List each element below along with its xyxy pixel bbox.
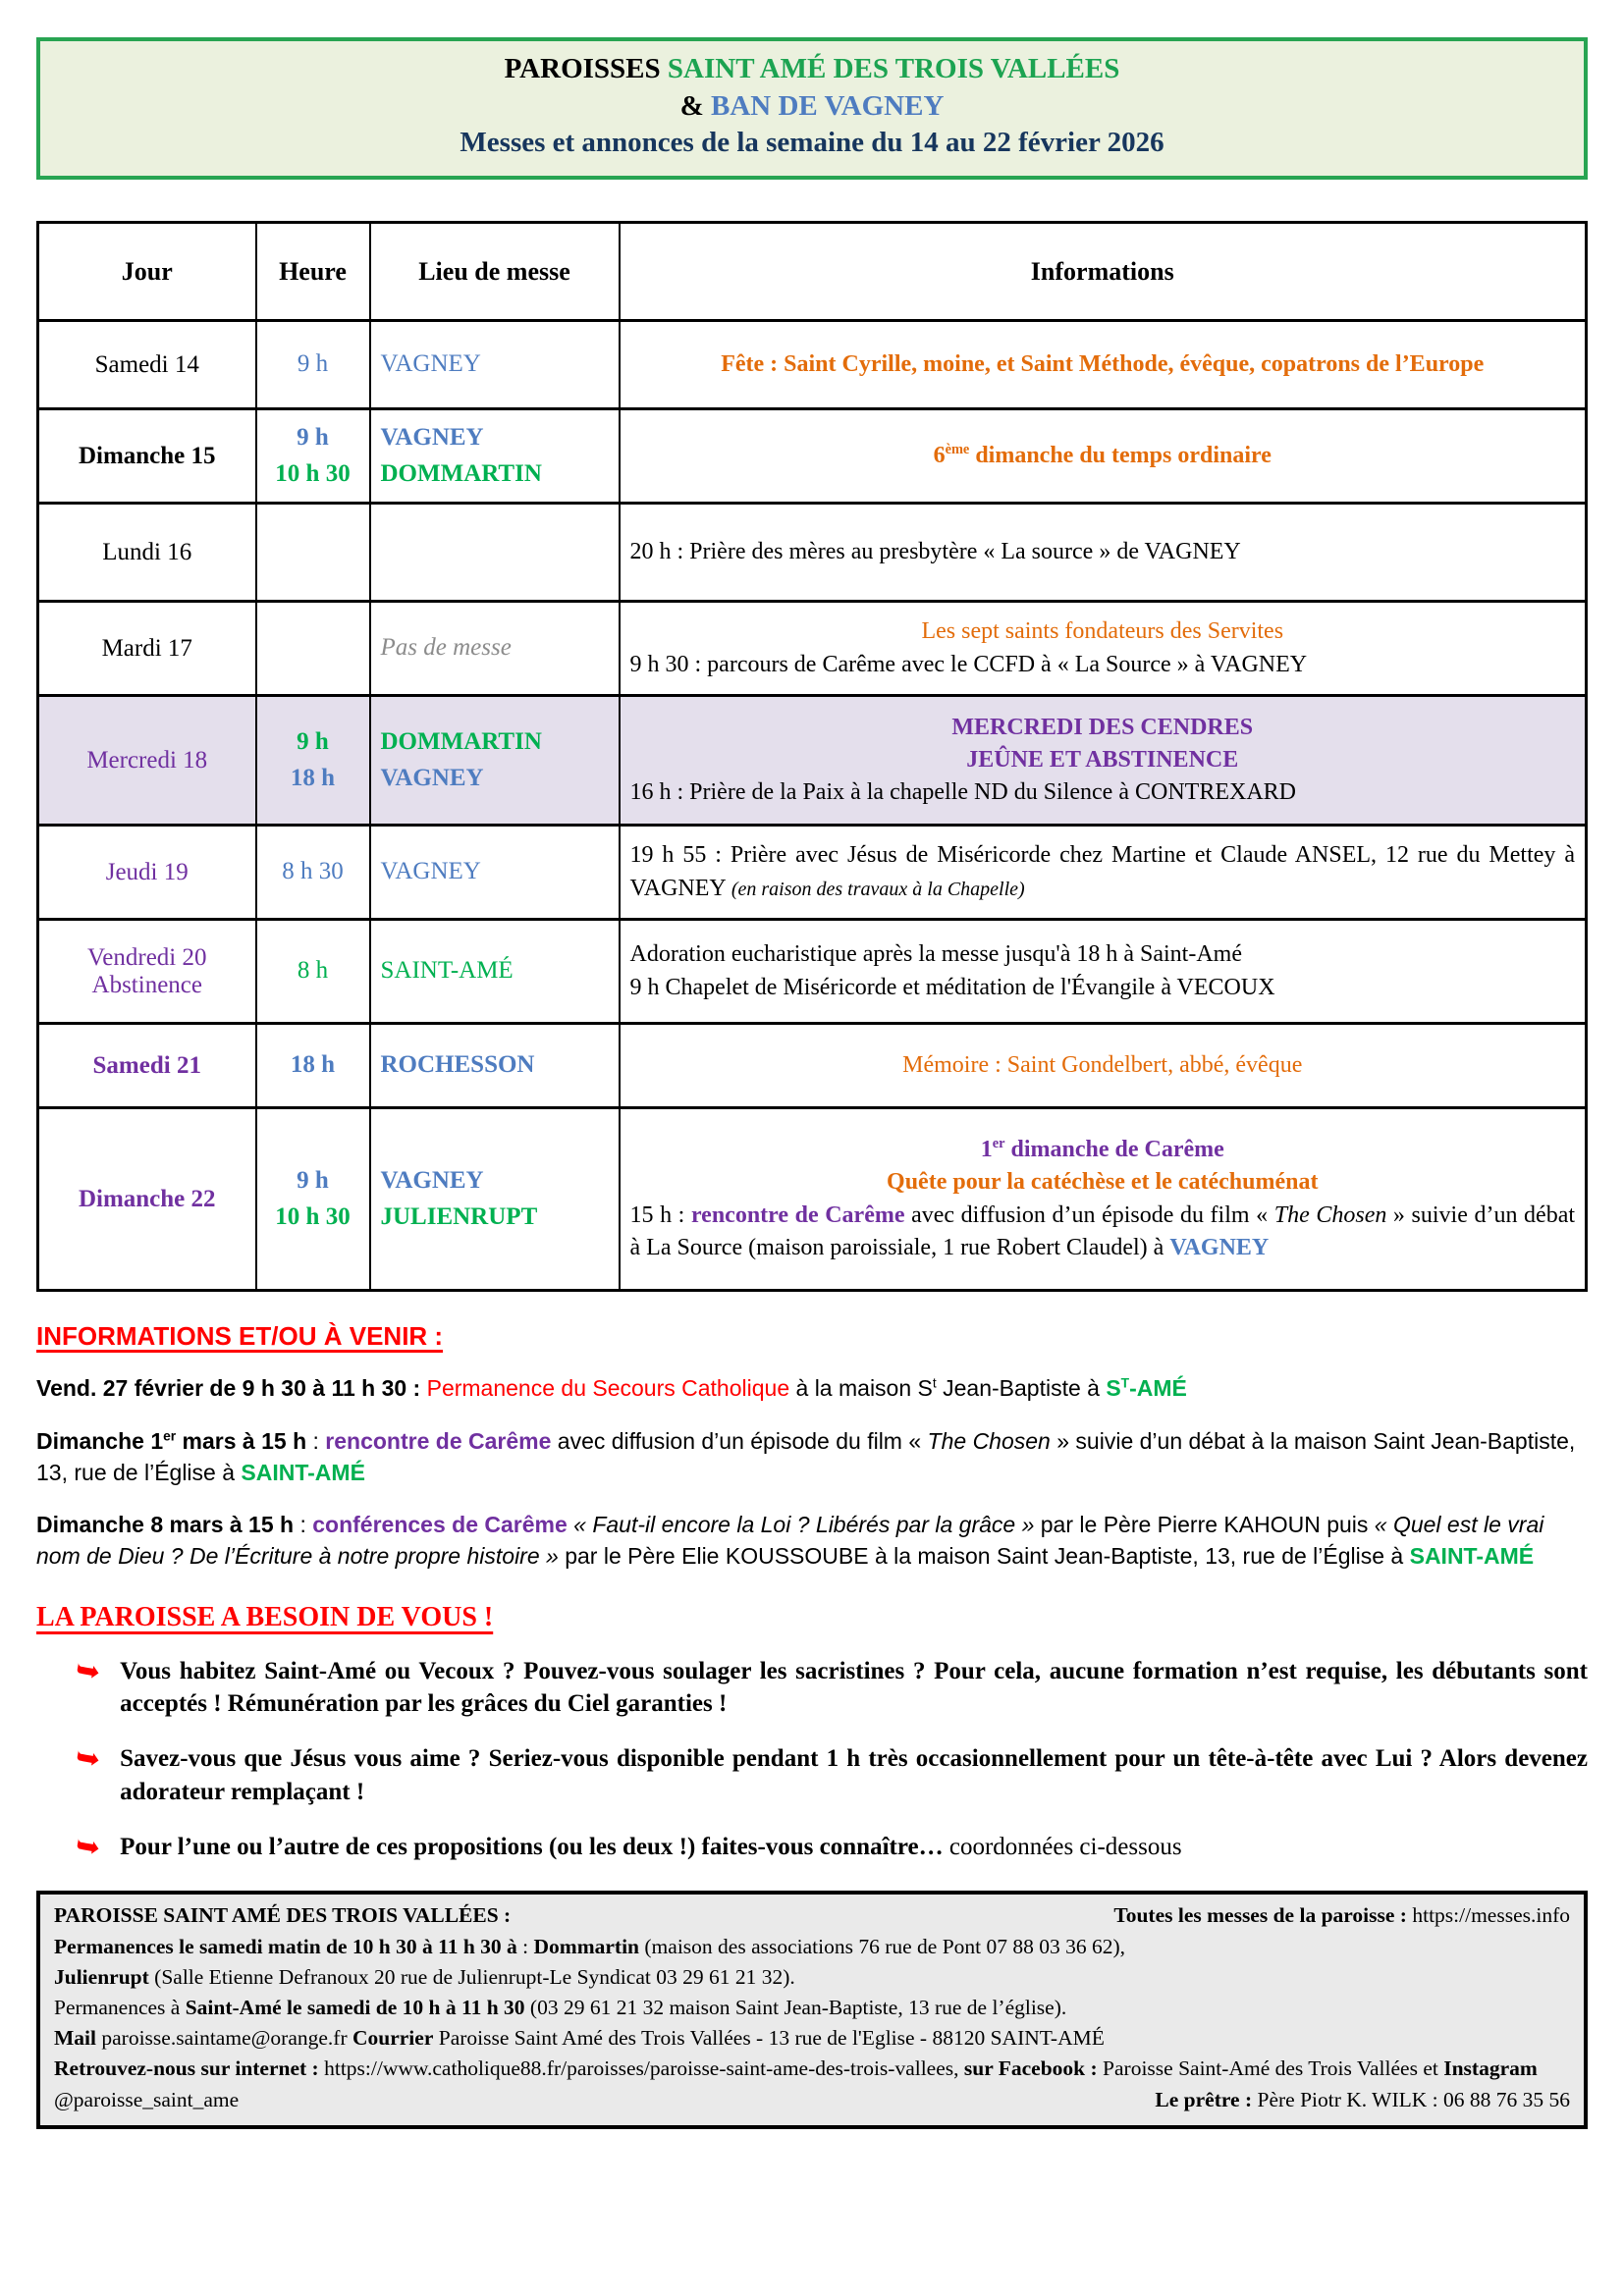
day-label: Samedi 14: [38, 321, 256, 409]
footer-line-1: [54, 1900, 1570, 1931]
table-row-mercredi-18: [38, 696, 1587, 826]
film-title: The Chosen: [927, 1427, 1051, 1454]
mass-place: JULIENRUPT: [380, 1202, 538, 1230]
day-info: 20 h : Prière des mères au presbytère « La source » de VAGNEY: [629, 539, 1241, 564]
mass-time: 18 h: [290, 764, 336, 791]
mass-schedule-table: [36, 221, 1588, 1292]
saint-ame-label: SAINT-AMÉ: [241, 1459, 365, 1485]
header-box: [36, 37, 1588, 180]
table-row-lundi-16: [38, 504, 1587, 602]
day-label: Samedi 21: [38, 1024, 256, 1108]
table-row-dimanche-15: [38, 409, 1587, 504]
header-paroisses-label: PAROISSES: [504, 53, 661, 84]
empty-time-cell: [256, 602, 370, 696]
mass-place: VAGNEY: [380, 1167, 484, 1195]
header-parish-name-green: SAINT AMÉ DES TROIS VALLÉES: [667, 53, 1120, 84]
day-info: 15 h : rencontre de Carême avec diffusion d’un épisode du film « The Chosen » suivie d’un débat à La Source (maison paroissiale, 1 rue Robert Claudel) à VAGNEY: [629, 1201, 1576, 1260]
table-row-samedi-21: [38, 1024, 1587, 1108]
all-masses-info: Toutes les messes de la paroisse : https://messes.info: [1113, 1903, 1570, 1928]
sunday-info: 6ème dimanche du temps ordinaire: [933, 442, 1272, 468]
no-mass-note: Pas de messe: [380, 634, 512, 662]
footer-contact-box: [36, 1891, 1588, 2128]
mass-place: SAINT-AMÉ: [380, 957, 514, 985]
col-header-lieu: Lieu de messe: [370, 223, 620, 321]
mass-time: 9 h: [297, 350, 329, 378]
footer-line-2: Permanences le samedi matin de 10 h 30 à 11 h 30 à : Dommartin (maison des associations 76 rue de Pont 07 88 03 36 62),: [54, 1934, 1126, 1958]
mass-place: ROCHESSON: [380, 1051, 535, 1079]
conferences-careme-label: conférences de Carême: [312, 1512, 568, 1538]
table-row-vendredi-20: [38, 920, 1587, 1024]
footer-line-6: Retrouvez-nous sur internet : https://www.catholique88.fr/paroisses/paroisse-saint-ame-des-trois-vallees, sur Facebook : Paroisse Saint-Amé des Trois Vallées et Instagram @paroisse_saint_ame Le prêtre : Père Piotr K. WILK : 06 88 76 35 56: [54, 2054, 1570, 2114]
priest-contact: Le prêtre : Père Piotr K. WILK : 06 88 76 35 56: [1155, 2087, 1570, 2111]
feast-info: Mémoire : Saint Gondelbert, abbé, évêque: [902, 1052, 1303, 1078]
empty-place-cell: [370, 504, 620, 602]
bullet-item-adorateur: [73, 1740, 1588, 1809]
day-label: Lundi 16: [38, 504, 256, 602]
besoin-heading: LA PAROISSE A BESOIN DE VOUS !: [36, 1601, 494, 1632]
mass-time: 9 h: [297, 1167, 329, 1195]
bullet-item-faites-vous-connaitre: [73, 1828, 1588, 1865]
parish-name-label: PAROISSE SAINT AMÉ DES TROIS VALLÉES :: [54, 1903, 512, 1928]
bullet-item-sacristines: [73, 1652, 1588, 1722]
mass-place: DOMMARTIN: [380, 459, 542, 487]
empty-time-cell: [256, 504, 370, 602]
day-info: 19 h 55 : Prière avec Jésus de Miséricorde chez Martine et Claude ANSEL, 12 rue du Mettey à VAGNEY: [629, 842, 1575, 901]
feast-info: Les sept saints fondateurs des Servites: [921, 618, 1284, 645]
saint-ame-label: SAINT-AMÉ: [1409, 1543, 1535, 1569]
mass-place: DOMMARTIN: [380, 728, 542, 756]
conference-quote-1: « Faut-il encore la Loi ? Libérés par la grâce »: [567, 1512, 1041, 1538]
info-paragraph-8-mars: Dimanche 8 mars à 15 h : conférences de Carême « Faut-il encore la Loi ? Libérés par la grâce » par le Père Pierre KAHOUN puis « Quel est le vrai nom de Dieu ? De l’Écriture à notre propre histoire » par le Père Elie KOUSSOUBE à la maison Saint Jean-Baptiste, 13, rue de l’Église à SAINT-AMÉ: [36, 1512, 1544, 1569]
mass-time: 18 h: [290, 1051, 336, 1079]
day-info-note: (en raison des travaux à la Chapelle): [731, 878, 1025, 900]
mass-place: VAGNEY: [380, 350, 481, 378]
mass-time: 10 h 30: [275, 459, 351, 487]
col-header-heure: Heure: [256, 223, 370, 321]
footer-line-4: Permanences à Saint-Amé le samedi de 10 h à 11 h 30 (03 29 61 21 32 maison Saint Jean-Baptiste, 13 rue de l’église).: [54, 1996, 1067, 2019]
liturgical-title: JEÛNE ET ABSTINENCE: [966, 747, 1239, 773]
secours-catholique-label: Permanence du Secours Catholique: [426, 1375, 790, 1402]
table-row-dimanche-22: [38, 1108, 1587, 1291]
footer-line-5: Mail paroisse.saintame@orange.fr Courrier Paroisse Saint Amé des Trois Vallées - 13 rue de l'Eglise - 88120 SAINT-AMÉ: [54, 2026, 1105, 2051]
mass-time: 9 h: [297, 728, 329, 756]
liturgical-title: MERCREDI DES CENDRES: [951, 714, 1254, 740]
day-info: Adoration eucharistique après la messe jusqu'à 18 h à Saint-Amé: [629, 941, 1242, 968]
mass-place: VAGNEY: [380, 764, 484, 791]
table-row-samedi-14: [38, 321, 1587, 409]
table-row-jeudi-19: [38, 826, 1587, 920]
col-header-informations: Informations: [620, 223, 1587, 321]
pointing-hand-icon: ➥: [73, 1828, 103, 1865]
header-title-line2: [52, 88, 1572, 126]
info-paragraph-27-fevrier: Vend. 27 février de 9 h 30 à 11 h 30 : Permanence du Secours Catholique à la maison $S^t$ Jean-Baptiste à $S^T$-AMÉ: [36, 1375, 1187, 1402]
header-title-line1: [52, 51, 1572, 88]
pointing-hand-icon: ➥: [73, 1652, 103, 1689]
informations-heading: INFORMATIONS ET/OU À VENIR :: [36, 1321, 444, 1352]
feast-info: Fête : Saint Cyrille, moine, et Saint Méthode, évêque, copatrons de l’Europe: [721, 351, 1485, 377]
header-ampersand: &: [679, 89, 704, 122]
day-info: 16 h : Prière de la Paix à la chapelle ND du Silence à CONTREXARD: [629, 779, 1296, 806]
conference-quote-2: « Quel est le vrai nom de Dieu ? De l’Écriture à notre propre histoire »: [36, 1512, 1544, 1569]
bullet-text: Pour l’une ou l’autre de ces propositions (ou les deux !) faites-vous connaître… coordonnées ci-dessous: [120, 1833, 1182, 1860]
rencontre-careme-label: rencontre de Carême: [325, 1427, 552, 1454]
bullet-text: Vous habitez Saint-Amé ou Vecoux ? Pouvez-vous soulager les sacristines ? Pour cela, aucune formation n’est requise, les débutants sont acceptés ! Rémunération par les grâces du Ciel garanties !: [120, 1657, 1588, 1718]
email-address[interactable]: paroisse.saintame@orange.fr: [96, 2026, 352, 2051]
mass-place: VAGNEY: [380, 858, 481, 885]
day-label: Dimanche 22: [38, 1108, 256, 1291]
table-row-mardi-17: [38, 602, 1587, 696]
day-label: Mardi 17: [38, 602, 256, 696]
instagram-handle[interactable]: @paroisse_saint_ame: [54, 2087, 240, 2111]
day-label: Mercredi 18: [38, 696, 256, 826]
header-parish-name-blue: BAN DE VAGNEY: [710, 89, 945, 122]
messes-info-link[interactable]: https://messes.info: [1406, 1903, 1570, 1928]
day-info: 9 h Chapelet de Miséricorde et méditation de l'Évangile à VECOUX: [629, 974, 1275, 1000]
mass-time: 9 h: [297, 424, 329, 452]
header-subtitle: Messes et annonces de la semaine du 14 au 22 février 2026: [460, 127, 1164, 159]
bullet-text: Savez-vous que Jésus vous aime ? Seriez-vous disponible pendant 1 h très occasionnellement pour un tête-à-tête avec Lui ? Alors devenez adorateur remplaçant !: [120, 1745, 1588, 1805]
table-header-row: [38, 223, 1587, 321]
day-info: 9 h 30 : parcours de Carême avec le CCFD à « La Source » à VAGNEY: [629, 651, 1308, 677]
st-ame-label: $S^T$-AMÉ: [1106, 1375, 1187, 1402]
liturgical-title: 1er dimanche de Carême: [980, 1136, 1224, 1163]
pointing-hand-icon: ➥: [73, 1740, 103, 1778]
collection-info: Quête pour la catéchèse et le catéchuménat: [887, 1169, 1319, 1196]
mass-time: 8 h 30: [282, 858, 344, 885]
website-link[interactable]: https://www.catholique88.fr/paroisses/paroisse-saint-ame-des-trois-vallees,: [318, 2056, 964, 2081]
footer-line-3: Julienrupt (Salle Etienne Defranoux 20 rue de Julienrupt-Le Syndicat 03 29 61 21 32).: [54, 1964, 795, 1989]
col-header-jour: Jour: [38, 223, 256, 321]
mass-place: VAGNEY: [380, 424, 484, 452]
day-label: Dimanche 15: [38, 409, 256, 504]
day-label: Vendredi 20 Abstinence: [38, 920, 256, 1024]
info-paragraph-1er-mars: Dimanche 1er mars à 15 h : rencontre de Carême avec diffusion d’un épisode du film « The Chosen » suivie d’un débat à la maison Saint Jean-Baptiste, 13, rue de l’Église à SAINT-AMÉ: [36, 1427, 1576, 1485]
day-label: Jeudi 19: [38, 826, 256, 920]
mass-time: 8 h: [297, 957, 329, 985]
mass-time: 10 h 30: [275, 1202, 351, 1230]
